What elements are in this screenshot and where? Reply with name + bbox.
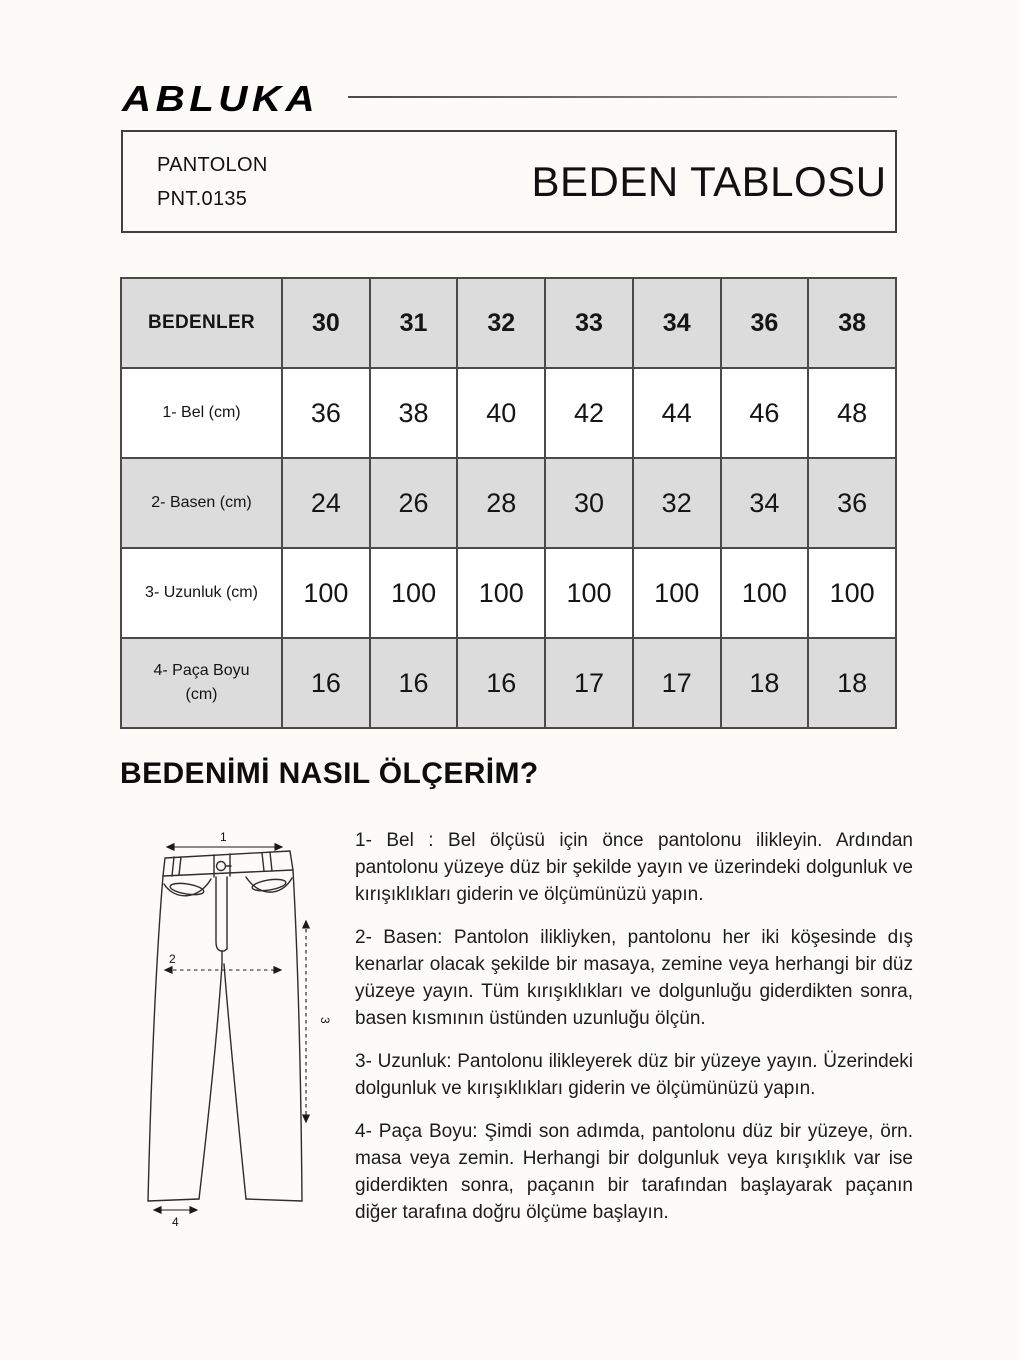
product-code: PNT.0135 (157, 187, 248, 210)
table-cell: 30 (546, 459, 632, 547)
table-cell: 16 (283, 639, 369, 727)
row-label-basen: 2- Basen (cm) (122, 459, 281, 547)
table-cell: 17 (546, 639, 632, 727)
instruction-paca-boyu: 4- Paça Boyu: Şimdi son adımda, pantolonu düz bir yüzeye, örn. masa veya zemin. Herhangi bir dolgunluk veya kırışıklık var ise giderdikten sonra, paçanın bir tarafından başlayarak paçanın diğer tarafına doğru ölçüme başlayın. (355, 1121, 913, 1223)
size-column-header: 34 (634, 279, 720, 367)
page-title: BEDEN TABLOSU (531, 157, 887, 205)
table-header-label: BEDENLER (122, 279, 281, 367)
table-cell: 100 (371, 549, 457, 637)
size-column-header: 30 (283, 279, 369, 367)
size-column-header: 38 (809, 279, 895, 367)
size-column-header: 32 (458, 279, 544, 367)
table-cell: 100 (634, 549, 720, 637)
table-cell: 100 (809, 549, 895, 637)
table-cell: 16 (371, 639, 457, 727)
size-column-header: 33 (546, 279, 632, 367)
table-cell: 18 (809, 639, 895, 727)
table-cell: 17 (634, 639, 720, 727)
howto-instructions (355, 827, 913, 1242)
diagram-label-4: 4 (172, 1215, 179, 1229)
table-cell: 26 (371, 459, 457, 547)
table-cell: 24 (283, 459, 369, 547)
diagram-label-2: 2 (169, 952, 176, 966)
brand-logo: ABLUKA (122, 78, 320, 119)
instruction-bel: 1- Bel : Bel ölçüsü için önce pantolonu ilikleyin. Ardından pantolonu yüzeye düz bir şekilde yayın ve üzerindeki dolgunluk ve kırışıklıkları giderin ve ölçümünüzü yapın. (355, 830, 913, 905)
table-cell: 100 (283, 549, 369, 637)
table-cell: 100 (458, 549, 544, 637)
table-cell: 46 (722, 369, 808, 457)
title-card (121, 130, 897, 233)
row-label-paca-boyu: 4- Paça Boyu (cm) (122, 639, 281, 727)
table-cell: 42 (546, 369, 632, 457)
size-column-header: 36 (722, 279, 808, 367)
table-cell: 48 (809, 369, 895, 457)
table-cell: 34 (722, 459, 808, 547)
pants-measurement-diagram-icon (110, 820, 352, 1244)
instruction-uzunluk: 3- Uzunluk: Pantolonu ilikleyerek düz bir yüzeye yayın. Üzerindeki dolgunluk ve kırışıklıkları giderin ve ölçümünüzü yapın. (355, 1051, 913, 1099)
table-cell: 100 (722, 549, 808, 637)
diagram-label-3: 3 (318, 1017, 332, 1024)
size-table (120, 277, 897, 729)
table-cell: 40 (458, 369, 544, 457)
table-cell: 44 (634, 369, 720, 457)
table-cell: 36 (283, 369, 369, 457)
instruction-basen: 2- Basen: Pantolon ilikliyken, pantolonu her iki köşesinde dış kenarlar olacak şekilde bir masaya, zemine veya herhangi bir düz yüzeye yayın. Tüm kırışıklıkları ve dolgunluğu giderdikten sonra, basen kısmının üstünden uzunluğu ölçün. (355, 927, 913, 1029)
table-cell: 38 (371, 369, 457, 457)
row-label-uzunluk: 3- Uzunluk (cm) (122, 549, 281, 637)
table-cell: 16 (458, 639, 544, 727)
table-cell: 32 (634, 459, 720, 547)
header-rule (348, 96, 897, 98)
howto-heading: BEDENİMİ NASIL ÖLÇERİM? (120, 757, 539, 790)
product-type: PANTOLON (157, 153, 268, 176)
table-cell: 36 (809, 459, 895, 547)
table-cell: 28 (458, 459, 544, 547)
diagram-label-1: 1 (220, 830, 227, 844)
row-label-bel: 1- Bel (cm) (122, 369, 281, 457)
size-column-header: 31 (371, 279, 457, 367)
product-info (157, 148, 268, 216)
table-cell: 100 (546, 549, 632, 637)
table-cell: 18 (722, 639, 808, 727)
